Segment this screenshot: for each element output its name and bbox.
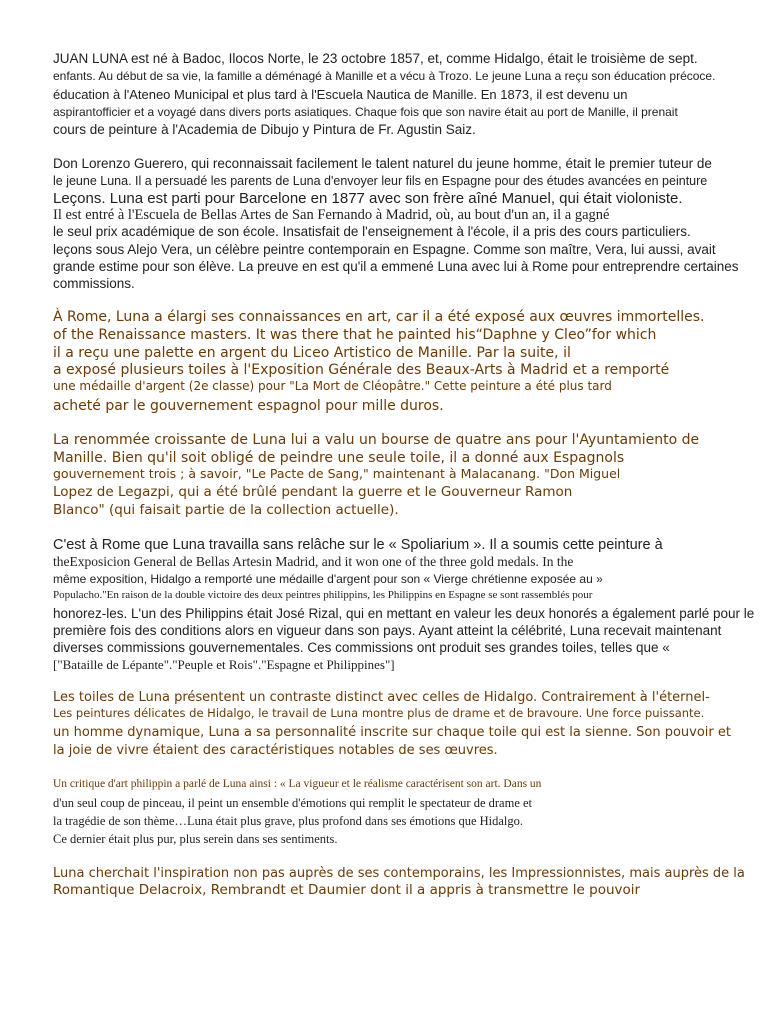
text-line: a exposé plusieurs toiles à l'Exposition Générale des Beaux-Arts à Madrid et a remporté <box>53 362 670 378</box>
text-line: diverses commissions gouvernementales. Ces commissions ont produit ses grandes toiles, telles que « <box>53 640 670 655</box>
text-line: une médaille d'argent (2e classe) pour "La Mort de Cléopâtre." Cette peinture a été plus tard <box>53 379 612 393</box>
text-line: Luna cherchait l'inspiration non pas auprès de ses contemporains, les Impressionnistes, mais auprès de la <box>53 866 745 881</box>
text-line: honorez-les. L'un des Philippins était José Rizal, qui en mettant en valeur les deux honorés a également parlé pour le <box>53 606 755 621</box>
text-line: d'un seul coup de pinceau, il peint un ensemble d'émotions qui remplit le spectateur de drame et <box>53 796 533 810</box>
text-line: Les peintures délicates de Hidalgo, le travail de Luna montre plus de drame et de bravoure. Une force puissante. <box>53 706 705 720</box>
text-line: acheté par le gouvernement espagnol pour mille duros. <box>53 398 444 414</box>
text-line: of the Renaissance masters. It was there that he painted his“Daphne y Cleo”for which <box>53 327 657 343</box>
text-line: ["Bataille de Lépante"."Peuple et Rois"."Espagne et Philippines"] <box>53 657 395 672</box>
text-line: Blanco" (qui faisait partie de la collection actuelle). <box>53 502 399 518</box>
text-line: première fois des conditions alors en vigueur dans son pays. Ayant atteint la célébrité, Luna recevait maintenant <box>53 623 722 638</box>
text-line: Un critique d'art philippin a parlé de Luna ainsi : « La vigueur et le réalisme caractérisent son art. Dans un <box>53 778 542 790</box>
text-line: il a reçu une palette en argent du Liceo Artistico de Manille. Par la suite, il <box>53 345 571 361</box>
text-line: éducation à l'Ateneo Municipal et plus tard à l'Escuela Nautica de Manille. En 1873, il est devenu un <box>53 87 628 102</box>
text-line: un homme dynamique, Luna a sa personnalité inscrite sur chaque toile qui est la sienne. Son pouvoir et <box>53 725 731 740</box>
text-line: JUAN LUNA est né à Badoc, Ilocos Norte, le 23 octobre 1857, et, comme Hidalgo, était le troisième de sept. <box>53 51 698 66</box>
text-line: Ce dernier était plus pur, plus serein dans ses sentiments. <box>53 832 338 846</box>
text-line: la joie de vivre étaient des caractéristiques notables de ses œuvres. <box>53 743 498 758</box>
text-line: même exposition, Hidalgo a remporté une médaille d'argent pour son « Vierge chrétienne exposée au » <box>53 572 603 586</box>
text-line: Manille. Bien qu'il soit obligé de peindre une seule toile, il a donné aux Espagnols <box>53 450 625 466</box>
text-line: le jeune Luna. Il a persuadé les parents de Luna d'envoyer leur fils en Espagne pour des études avancées en peinture <box>53 174 708 188</box>
text-line: Il est entré à l'Escuela de Bellas Artes de San Fernando à Madrid, où, au bout d'un an, il a gagné <box>53 207 610 223</box>
text-line: Leçons. Luna est parti pour Barcelone en 1877 avec son frère aîné Manuel, qui était violoniste. <box>53 190 683 207</box>
text-line: La renommée croissante de Luna lui a valu un bourse de quatre ans pour l'Ayuntamiento de <box>53 432 700 448</box>
text-line: cours de peinture à l'Academia de Dibujo y Pintura de Fr. Agustin Saiz. <box>53 122 476 137</box>
text-line: aspirantofficier et a voyagé dans divers ports asiatiques. Chaque fois que son navire était au port de Manille, il prenait <box>53 105 678 119</box>
text-line: leçons sous Alejo Vera, un célèbre peintre contemporain en Espagne. Comme son maître, Vera, lui aussi, avait <box>53 242 716 257</box>
text-line: commissions. <box>53 276 135 291</box>
text-line: Romantique Delacroix, Rembrandt et Daumier dont il a appris à transmettre le pouvoir <box>53 882 641 898</box>
text-line: Lopez de Legazpi, qui a été brûlé pendant la guerre et le Gouverneur Ramon <box>53 484 573 500</box>
text-line: theExposicion General de Bellas Artesin Madrid, and it won one of the three gold medals. In the <box>53 554 574 569</box>
text-line: grande estime pour son élève. La preuve en est qu'il a emmené Luna avec lui à Rome pour entreprendre certaines <box>53 259 739 274</box>
text-line: À Rome, Luna a élargi ses connaissances en art, car il a été exposé aux œuvres immortelles. <box>53 309 705 325</box>
text-line: Les toiles de Luna présentent un contraste distinct avec celles de Hidalgo. Contrairement à l'éternel- <box>53 690 710 705</box>
text-line: Populacho."En raison de la double victoire des deux peintres philippins, les Philippins en Espagne se sont rassemblés pour <box>53 589 593 601</box>
text-line: Don Lorenzo Guerero, qui reconnaissait facilement le talent naturel du jeune homme, était le premier tuteur de <box>53 156 712 171</box>
text-line: enfants. Au début de sa vie, la famille a déménagé à Manille et a vécu à Trozo. Le jeune Luna a reçu son éducation précoce. <box>53 69 716 83</box>
text-line: gouvernement trois ; à savoir, "Le Pacte de Sang," maintenant à Malacanang. "Don Miguel <box>53 466 621 481</box>
text-line: la tragédie de son thème…Luna était plus grave, plus profond dans ses émotions que Hidalgo. <box>53 814 524 828</box>
text-line: C'est à Rome que Luna travailla sans relâche sur le « Spoliarium ». Il a soumis cette peinture à <box>53 537 663 553</box>
text-line: le seul prix académique de son école. Insatisfait de l'enseignement à l'école, il a pris des cours particuliers. <box>53 224 691 239</box>
